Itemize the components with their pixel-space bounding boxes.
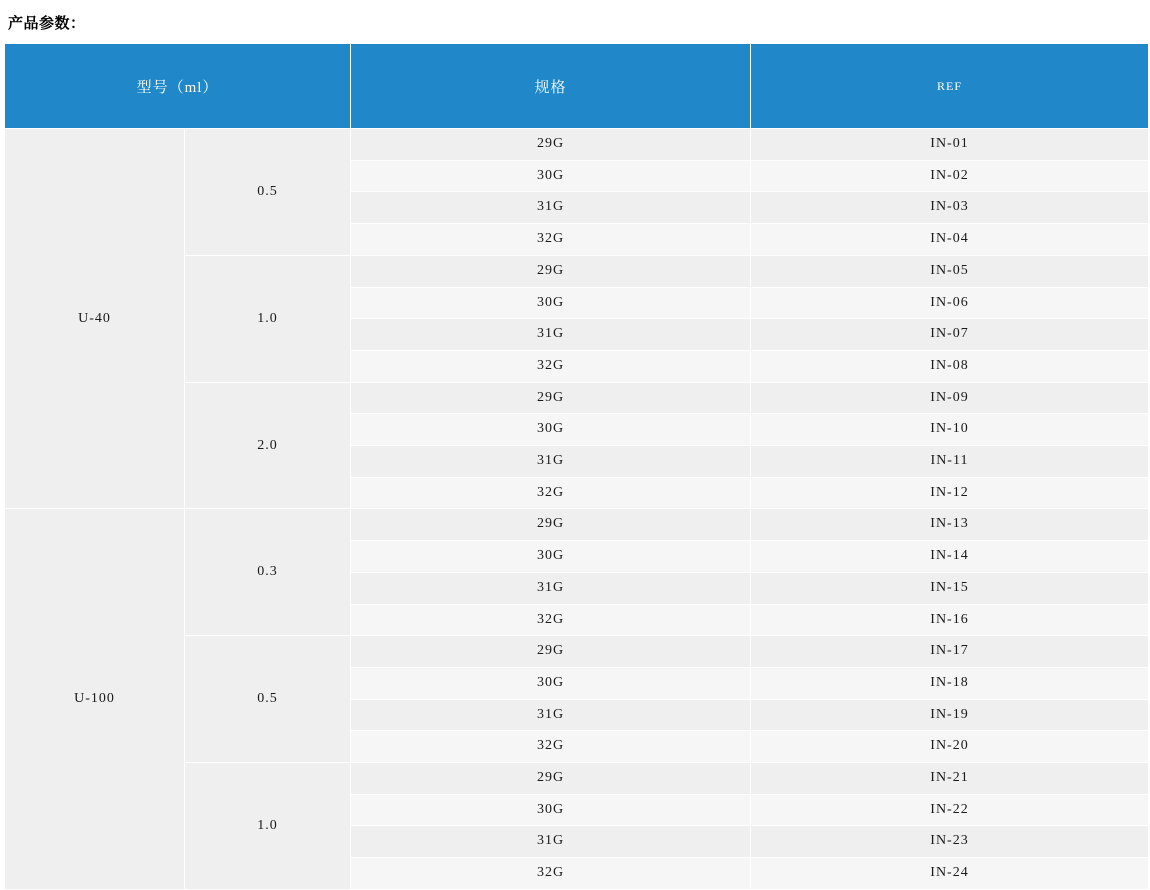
page-title: 产品参数： — [8, 15, 86, 32]
cell-ref: IN-23 — [751, 826, 1149, 858]
cell-ref: IN-12 — [751, 477, 1149, 509]
cell-size: 2.0 — [185, 382, 351, 509]
cell-ref: IN-02 — [751, 160, 1149, 192]
cell-ref: IN-11 — [751, 446, 1149, 478]
cell-spec: 29G — [351, 255, 751, 287]
cell-spec: 30G — [351, 794, 751, 826]
cell-ref: IN-17 — [751, 636, 1149, 668]
cell-spec: 31G — [351, 192, 751, 224]
cell-ref: IN-07 — [751, 319, 1149, 351]
cell-ref: IN-18 — [751, 667, 1149, 699]
cell-spec: 32G — [351, 224, 751, 256]
cell-spec: 32G — [351, 477, 751, 509]
cell-ref: IN-10 — [751, 414, 1149, 446]
table-header-row — [5, 44, 1149, 129]
cell-model: U-100 — [5, 509, 185, 889]
cell-spec: 29G — [351, 636, 751, 668]
cell-spec: 30G — [351, 414, 751, 446]
cell-ref: IN-22 — [751, 794, 1149, 826]
cell-spec: 31G — [351, 699, 751, 731]
cell-spec: 29G — [351, 129, 751, 161]
cell-spec: 30G — [351, 541, 751, 573]
table-header — [5, 44, 1149, 129]
cell-ref: IN-09 — [751, 382, 1149, 414]
cell-ref: IN-03 — [751, 192, 1149, 224]
cell-model: U-40 — [5, 129, 185, 509]
cell-ref: IN-08 — [751, 350, 1149, 382]
product-spec-table — [4, 43, 1149, 890]
cell-ref: IN-15 — [751, 572, 1149, 604]
cell-spec: 29G — [351, 509, 751, 541]
table-body — [5, 129, 1149, 890]
cell-ref: IN-01 — [751, 129, 1149, 161]
cell-spec: 30G — [351, 287, 751, 319]
cell-spec: 32G — [351, 858, 751, 890]
cell-size: 1.0 — [185, 255, 351, 382]
table-row — [5, 509, 1149, 541]
cell-ref: IN-16 — [751, 604, 1149, 636]
cell-size: 0.5 — [185, 129, 351, 256]
cell-ref: IN-05 — [751, 255, 1149, 287]
cell-size: 1.0 — [185, 763, 351, 890]
cell-spec: 32G — [351, 350, 751, 382]
cell-ref: IN-20 — [751, 731, 1149, 763]
cell-ref: IN-04 — [751, 224, 1149, 256]
cell-spec: 31G — [351, 319, 751, 351]
cell-spec: 31G — [351, 572, 751, 604]
cell-spec: 30G — [351, 160, 751, 192]
cell-size: 0.3 — [185, 509, 351, 636]
cell-spec: 32G — [351, 731, 751, 763]
cell-size: 0.5 — [185, 636, 351, 763]
cell-spec: 29G — [351, 382, 751, 414]
cell-spec: 29G — [351, 763, 751, 795]
table-row — [5, 129, 1149, 161]
cell-spec: 32G — [351, 604, 751, 636]
cell-ref: IN-06 — [751, 287, 1149, 319]
cell-ref: IN-21 — [751, 763, 1149, 795]
cell-ref: IN-24 — [751, 858, 1149, 890]
cell-spec: 31G — [351, 446, 751, 478]
cell-ref: IN-19 — [751, 699, 1149, 731]
column-header-model: 型号（ml） — [5, 44, 351, 129]
cell-spec: 31G — [351, 826, 751, 858]
column-header-ref: REF — [751, 44, 1149, 129]
cell-ref: IN-13 — [751, 509, 1149, 541]
cell-spec: 30G — [351, 667, 751, 699]
column-header-spec: 规格 — [351, 44, 751, 129]
cell-ref: IN-14 — [751, 541, 1149, 573]
